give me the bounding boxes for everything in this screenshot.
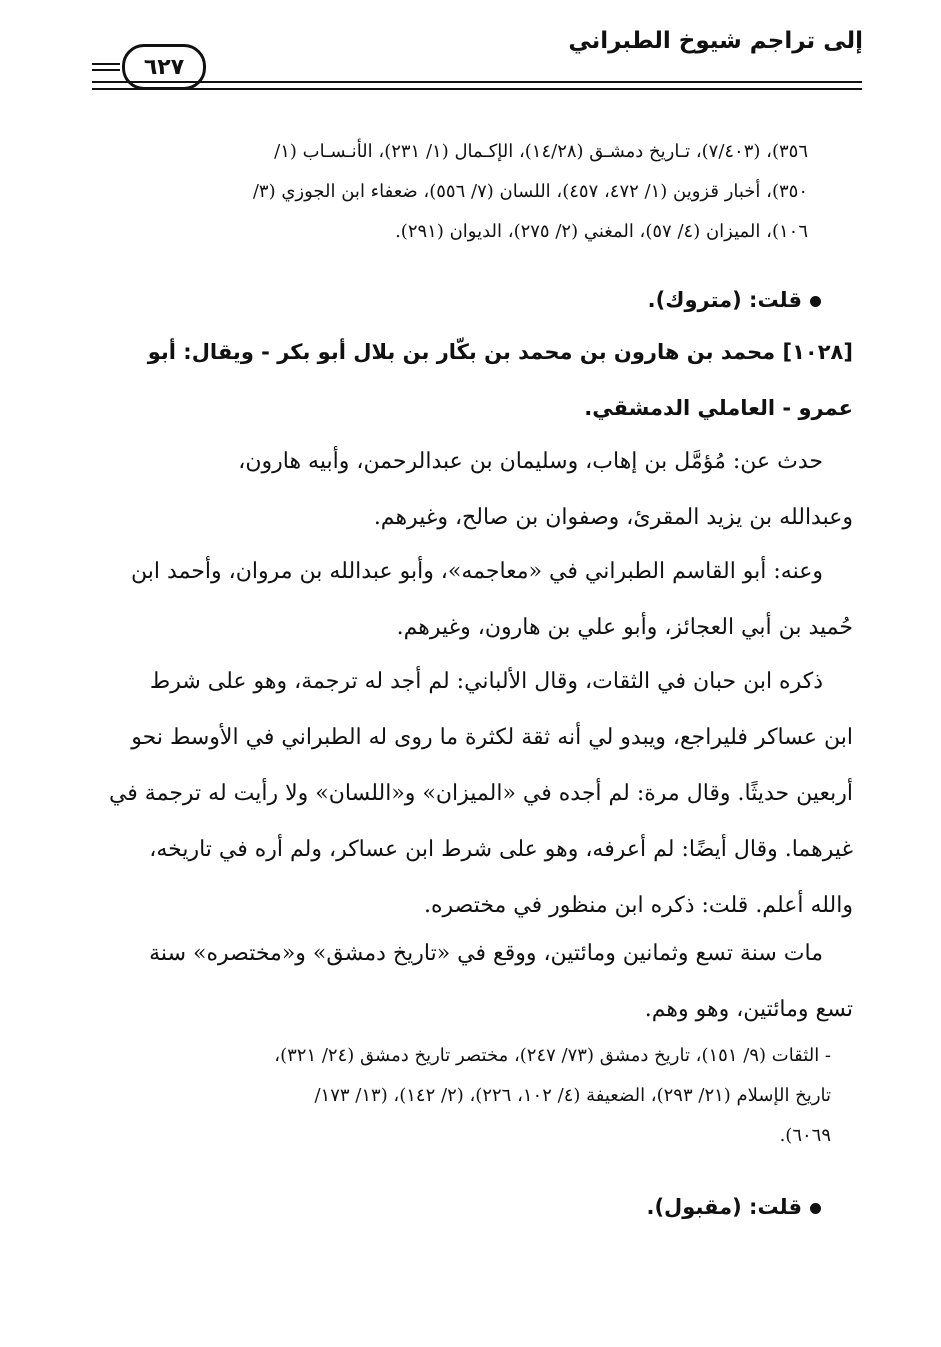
verdict-text: قلت: (مقبول). <box>646 1195 802 1219</box>
previous-entry-sources <box>96 132 808 252</box>
header-ornament-lines <box>92 63 120 75</box>
paragraph-death <box>78 926 853 1038</box>
paragraph-line: والله أعلم. قلت: ذكره ابن منظور في مختصره. <box>423 893 853 918</box>
source-line: تاريخ الإسلام (٢١/ ٢٩٣)، الضعيفة (٤/ ١٠٢، ٢٢٦)، (٢/ ١٤٢)، (١٣/ ١٧٣/ <box>314 1085 831 1106</box>
paragraph-narrated-from <box>78 434 853 546</box>
paragraph-narrated-by <box>78 544 853 656</box>
entry-heading <box>78 324 853 436</box>
paragraph-line: حدث عن: مُؤمَّل بن إهاب، وسليمان بن عبدالرحمن، وأبيه هارون، <box>238 449 823 474</box>
verdict-text: قلت: (متروك). <box>647 288 802 312</box>
source-line: ٣٥٠)، أخبار قزوين (١/ ٤٧٢، ٤٥٧)، اللسان (٧/ ٥٥٦)، ضعفاء ابن الجوزي (٣/ <box>252 181 808 202</box>
verdict-matruk <box>648 283 821 317</box>
paragraph-line: وعبدالله بن يزيد المقرئ، وصفوان بن صالح، وغيرهم. <box>373 505 853 530</box>
header-rule <box>92 81 862 83</box>
header-rule <box>92 88 862 90</box>
bullet-icon <box>810 296 821 307</box>
bullet-icon <box>810 1203 821 1214</box>
paragraph-line: غيرهما. وقال أيضًا: لم أعرفه، وهو على شرط ابن عساكر، ولم أره في تاريخه، <box>149 837 853 862</box>
paragraph-line: حُميد بن أبي العجائز، وأبو علي بن هارون، وغيرهم. <box>396 615 853 640</box>
paragraph-line: ابن عساكر فليراجع، ويبدو لي أنه ثقة لكثرة ما روى له الطبراني في الأوسط نحو <box>131 725 853 750</box>
page-number-badge: ٦٢٧ <box>122 44 206 90</box>
paragraph-line: مات سنة تسع وثمانين ومائتين، ووقع في «تاريخ دمشق» و«مختصره» سنة <box>149 941 823 966</box>
paragraph-line: تسع ومائتين، وهو وهم. <box>644 997 853 1022</box>
verdict-maqbul <box>646 1190 821 1224</box>
paragraph-assessment <box>78 654 853 934</box>
running-title: إلى تراجم شيوخ الطبراني <box>568 28 863 54</box>
paragraph-line: ذكره ابن حبان في الثقات، وقال الألباني: لم أجد له ترجمة، وهو على شرط <box>149 669 823 694</box>
source-line: ٣٥٦)، (٧/٤٠٣)، تـاريخ دمشـق (١٤/٢٨)، الإكـمال (١/ ٢٣١)، الأنـسـاب (١/ <box>274 141 808 162</box>
source-line: ٦٠٦٩). <box>779 1125 831 1146</box>
paragraph-line: أربعين حديثًا. وقال مرة: لم أجده في «الميزان» و«اللسان» ولا رأيت له ترجمة في <box>108 781 853 806</box>
entry-heading-line: عمرو - العاملي الدمشقي. <box>584 396 853 420</box>
paragraph-line: وعنه: أبو القاسم الطبراني في «معاجمه»، وأبو عبدالله بن مروان، وأحمد ابن <box>131 559 823 584</box>
source-line: - الثقات (٩/ ١٥١)، تاريخ دمشق (٧٣/ ٢٤٧)، مختصر تاريخ دمشق (٢٤/ ٣٢١)، <box>274 1045 831 1066</box>
source-line: ١٠٦)، الميزان (٤/ ٥٧)، المغني (٢/ ٢٧٥)، الديوان (٢٩١). <box>395 221 808 242</box>
entry-sources <box>91 1036 831 1156</box>
entry-heading-line: [١٠٢٨] محمد بن هارون بن محمد بن بكّار بن بلال أبو بكر - ويقال: أبو <box>147 340 853 364</box>
